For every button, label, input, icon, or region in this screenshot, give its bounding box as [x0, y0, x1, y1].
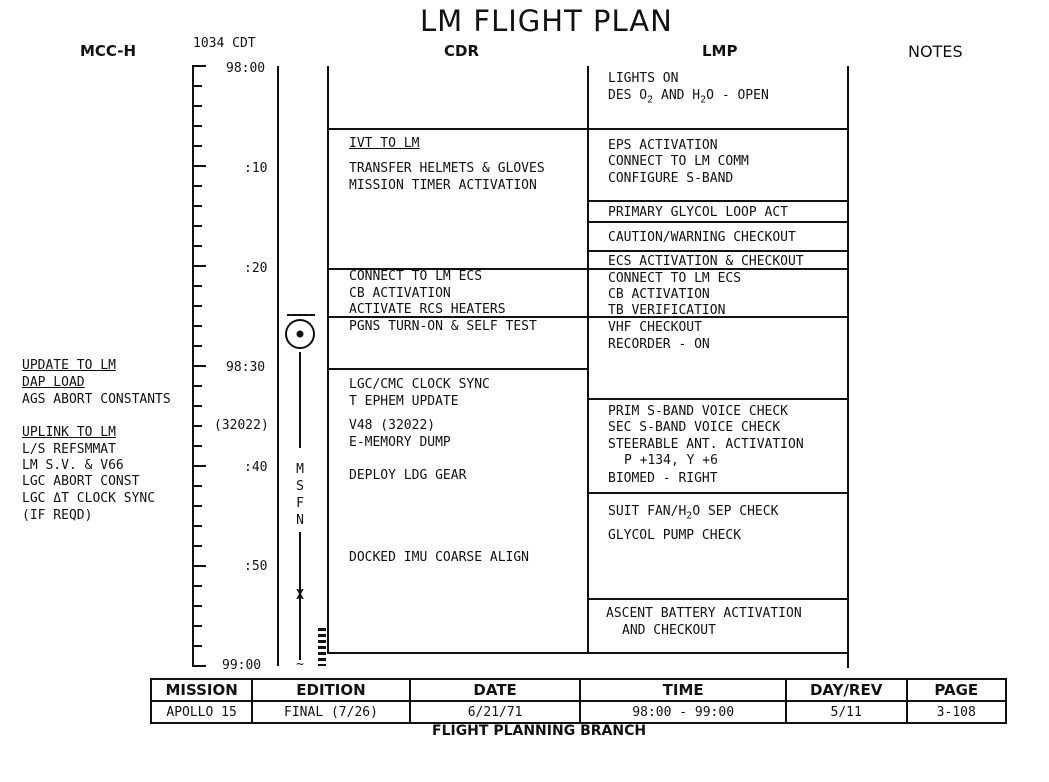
cdr-item: CB ACTIVATION	[349, 286, 451, 301]
time-label: 99:00	[222, 658, 262, 673]
cdr-item: DOCKED IMU COARSE ALIGN	[349, 550, 530, 565]
row-divider	[587, 398, 849, 400]
lmp-item: CAUTION/WARNING CHECKOUT	[608, 230, 796, 245]
cdt-header: 1034 CDT	[193, 36, 256, 51]
lmp-item: LIGHTS ON	[608, 71, 679, 86]
lmp-item: AND CHECKOUT	[622, 623, 716, 638]
footer-header: DATE	[410, 679, 581, 701]
page-value: 3-108	[907, 701, 1007, 723]
row-divider	[587, 492, 849, 494]
edition-value: FINAL (7/26)	[252, 701, 410, 723]
time-tick	[192, 625, 202, 627]
time-tick	[192, 585, 202, 587]
lmp-notes-divider	[847, 66, 849, 668]
lmp-item: VHF CHECKOUT	[608, 320, 702, 335]
lmp-item: BIOMED - RIGHT	[608, 471, 718, 486]
date-value: 6/21/71	[410, 701, 581, 723]
cdr-item: PGNS TURN-ON & SELF TEST	[349, 319, 537, 334]
cdr-item: ACTIVATE RCS HEATERS	[349, 302, 506, 317]
time-tick	[192, 565, 206, 567]
lmp-item: PRIMARY GLYCOL LOOP ACT	[608, 205, 789, 220]
uplink-item: LGC ABORT CONST	[22, 474, 140, 489]
uplink-to-lm-title: UPLINK TO LM	[22, 425, 116, 440]
msfn-tickbar	[318, 628, 326, 666]
notes-header: NOTES	[908, 42, 963, 61]
update-to-lm-title: UPDATE TO LM	[22, 358, 116, 373]
day-rev-value: 5/11	[786, 701, 907, 723]
bottom-rule	[327, 652, 849, 654]
time-label: 98:30	[226, 360, 266, 375]
time-tick	[192, 665, 206, 667]
time-tick	[192, 245, 202, 247]
footer-header: MISSION	[151, 679, 252, 701]
msfn-marker: X	[296, 588, 304, 603]
time-label: (32022)	[214, 418, 269, 433]
uplink-item: (IF REQD)	[22, 508, 93, 523]
lmp-item: TB VERIFICATION	[608, 303, 726, 318]
time-tick	[192, 385, 202, 387]
update-item: AGS ABORT CONSTANTS	[22, 392, 171, 407]
cdr-lmp-divider	[587, 66, 589, 654]
time-tick	[192, 465, 206, 467]
time-tick	[192, 545, 202, 547]
lmp-item: CONNECT TO LM ECS	[608, 271, 742, 286]
time-value: 98:00 - 99:00	[580, 701, 785, 723]
cdr-item: CONNECT TO LM ECS	[349, 269, 483, 284]
time-tick	[192, 365, 206, 367]
time-tick	[192, 85, 202, 87]
lmp-item: SUIT FAN/$H_2O$ SEP CHECK	[608, 504, 779, 522]
lmp-item: PRIM S-BAND VOICE CHECK	[608, 404, 789, 419]
time-tick	[192, 445, 202, 447]
msfn-letter: F	[296, 496, 304, 511]
row-divider	[327, 128, 849, 130]
time-tick	[192, 65, 206, 67]
time-label: :20	[244, 261, 268, 276]
time-tick	[192, 165, 206, 167]
time-label: :50	[244, 559, 268, 574]
lmp-header: LMP	[702, 42, 738, 60]
row-divider	[327, 368, 589, 370]
footer-header: DAY/REV	[786, 679, 907, 701]
uplink-item: LM S.V. & V66	[22, 458, 124, 473]
time-tick	[192, 425, 202, 427]
time-tick	[192, 525, 202, 527]
cdr-item: E-MEMORY DUMP	[349, 435, 451, 450]
row-divider	[587, 221, 849, 223]
footer-header: PAGE	[907, 679, 1007, 701]
time-label: 98:00	[226, 61, 266, 76]
mission-value: APOLLO 15	[151, 701, 252, 723]
msfn-column-left	[277, 66, 279, 666]
lmp-item: ECS ACTIVATION & CHECKOUT	[608, 254, 804, 269]
time-tick	[192, 125, 202, 127]
cdr-item: T EPHEM UPDATE	[349, 394, 459, 409]
lmp-item: STEERABLE ANT. ACTIVATION	[608, 437, 804, 452]
msfn-bracket-top	[287, 314, 315, 316]
lmp-item: CONNECT TO LM COMM	[608, 154, 749, 169]
lmp-item: RECORDER - ON	[608, 337, 710, 352]
branch-label: FLIGHT PLANNING BRANCH	[432, 723, 647, 739]
cdr-item: LGC/CMC CLOCK SYNC	[349, 377, 490, 392]
cdr-item: DEPLOY LDG GEAR	[349, 468, 467, 483]
time-label: :40	[244, 460, 268, 475]
footer-table	[150, 678, 1007, 724]
time-tick	[192, 105, 202, 107]
time-tick	[192, 325, 202, 327]
footer-header: EDITION	[252, 679, 410, 701]
footer-header: TIME	[580, 679, 785, 701]
time-tick	[192, 605, 202, 607]
lmp-item: DES $O_2$ AND $H_2O$ - OPEN	[608, 88, 769, 106]
msfn-acquisition-icon	[284, 318, 316, 350]
lmp-item: SEC S-BAND VOICE CHECK	[608, 420, 781, 435]
uplink-item: LGC ΔT CLOCK SYNC	[22, 491, 156, 506]
time-tick	[192, 485, 202, 487]
time-tick	[192, 145, 202, 147]
cdr-header: CDR	[444, 42, 480, 60]
row-divider	[587, 200, 849, 202]
page-title: LM FLIGHT PLAN	[420, 4, 673, 38]
msfn-coverage-line	[299, 352, 301, 448]
msfn-letter: S	[296, 479, 304, 494]
time-tick	[192, 205, 202, 207]
lmp-item: CB ACTIVATION	[608, 287, 710, 302]
cdr-item: TRANSFER HELMETS & GLOVES	[349, 161, 545, 176]
time-tick	[192, 265, 206, 267]
time-tick	[192, 405, 202, 407]
mcc-header: MCC-H	[80, 42, 137, 60]
lmp-item: ASCENT BATTERY ACTIVATION	[606, 606, 802, 621]
time-tick	[192, 185, 202, 187]
msfn-letter: M	[296, 462, 304, 477]
row-divider	[587, 250, 849, 252]
cdr-ivt-title: IVT TO LM	[349, 136, 420, 151]
update-item: DAP LOAD	[22, 375, 85, 390]
time-tick	[192, 645, 202, 647]
time-tick	[192, 225, 202, 227]
lmp-item: GLYCOL PUMP CHECK	[608, 528, 742, 543]
msfn-end-marker: ~	[296, 657, 304, 672]
cdr-item: MISSION TIMER ACTIVATION	[349, 178, 537, 193]
msfn-letter: N	[296, 513, 304, 528]
time-tick	[192, 285, 202, 287]
time-label: :10	[244, 161, 268, 176]
lmp-item: EPS ACTIVATION	[608, 138, 718, 153]
uplink-item: L/S REFSMMAT	[22, 442, 116, 457]
time-tick	[192, 505, 202, 507]
cdr-item: V48 (32022)	[349, 418, 436, 433]
time-tick	[192, 305, 202, 307]
row-divider	[587, 598, 849, 600]
lmp-item: CONFIGURE S-BAND	[608, 171, 734, 186]
time-tick	[192, 345, 202, 347]
msfn-column-right	[327, 66, 329, 654]
lmp-item: P +134, Y +6	[624, 453, 718, 468]
